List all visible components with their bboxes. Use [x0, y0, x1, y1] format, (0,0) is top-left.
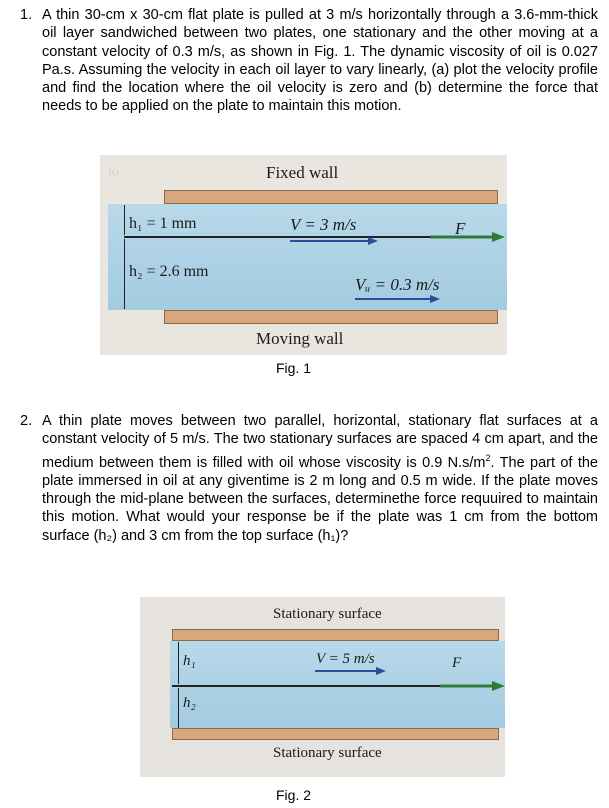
question-text: A thin 30-cm x 30-cm flat plate is pulled at 3 m/s horizontally through a 3.6-mm-thick oil layer sandwiched between two plates, one stationary and the other moving at a constant velocity of 0.3 m/s, as shown in Fig. 1. The dynamic viscosity of oil is 0.027 Pa.s. Assuming the velocity in each oil layer to vary linearly, (a) plot the velocity profile and find the location where the oil velocity is zero and (b) determine the force that needs to be applied on the plate to maintain this motion.: [42, 7, 598, 115]
fixed-wall-label: Fixed wall: [266, 163, 339, 182]
background-bleed-text: to: [108, 165, 119, 180]
figure-2: [140, 597, 505, 777]
h2-label: h₂ = 2.6 mm: [129, 263, 209, 280]
velocity-label: V = 5 m/s: [316, 651, 375, 667]
top-surface-label: Stationary surface: [273, 606, 382, 622]
plate-arrows: [140, 597, 505, 777]
force-arrowhead: [492, 681, 505, 691]
plate-arrows: [100, 155, 507, 355]
question-text: A thin plate moves between two parallel, horizontal, stationary flat surfaces at a constant velocity of 5 m/s. The two stationary surfaces are spaced 4 cm apart, and the medium between them is filled with oil whose viscosity is 0.9 $N.s/m^2$. The part of the plate immersed in oil at any giventime is 2 m long and 0.5 m wide. If the plate moves through the mid-plane between the surfaces, determinethe force requuired to maintain this motion. What would your response be if the plate was 1 cm from the bottom surface (h₂) and 3 cm from the top surface (h₁)?: [42, 413, 598, 544]
velocity-label: V = 3 m/s: [290, 215, 357, 234]
h1-label: h₁: [183, 653, 196, 669]
velocity-arrowhead: [376, 667, 386, 675]
wall-velocity-arrowhead: [430, 295, 440, 303]
bottom-surface-label: Stationary surface: [273, 745, 382, 761]
question-number: 2.: [20, 413, 33, 429]
h2-label: h₂: [183, 695, 196, 711]
question-number: 1.: [20, 7, 33, 23]
figure-2-caption: Fig. 2: [276, 787, 312, 803]
wall-velocity-label: Vᵤ = 0.3 m/s: [355, 275, 440, 294]
figure-1-caption: Fig. 1: [276, 360, 312, 376]
h1-label: h₁ = 1 mm: [129, 215, 197, 232]
force-label: F: [452, 655, 462, 671]
question-2: [20, 412, 598, 545]
force-arrowhead: [492, 232, 505, 242]
force-label: F: [455, 219, 466, 238]
question-1: [20, 6, 598, 116]
moving-wall-label: Moving wall: [256, 329, 344, 348]
velocity-arrowhead: [368, 237, 378, 245]
figure-1: [100, 155, 507, 355]
